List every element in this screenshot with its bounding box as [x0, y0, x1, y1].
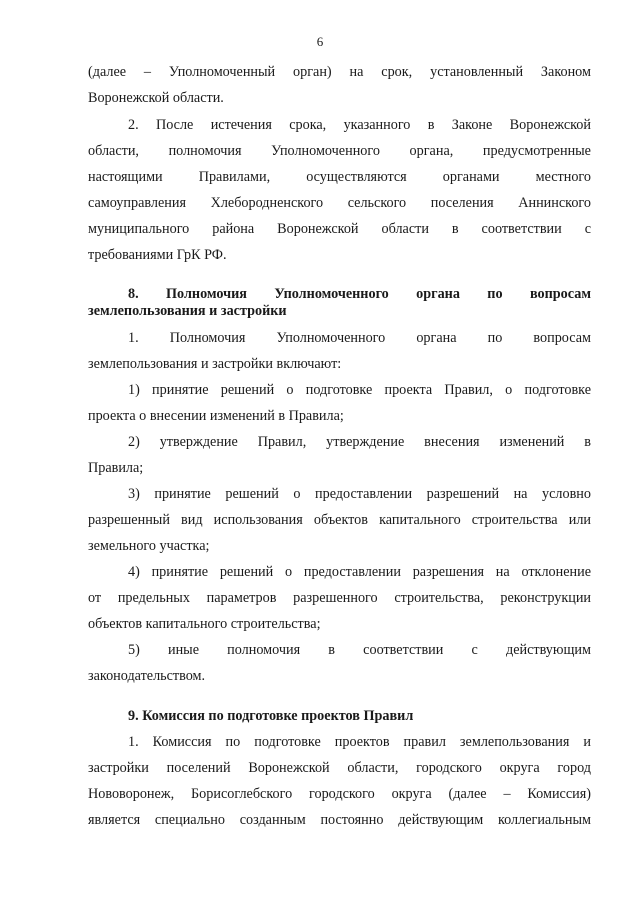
text-line: требованиями ГрК РФ.: [88, 247, 227, 263]
section-heading-9: 9. Комиссия по подготовке проектов Правил: [128, 708, 414, 724]
text-line: проекта о внесении изменений в Правила;: [88, 408, 344, 424]
text-line: от предельных параметров разрешенного строительства, реконструкции: [88, 590, 591, 606]
section-heading-8: 8. Полномочия Уполномоченного органа по вопросам: [128, 286, 591, 302]
text-line: муниципального района Воронежской области в соответствии с: [88, 221, 591, 237]
text-line: 2) утверждение Правил, утверждение внесения изменений в: [128, 434, 591, 450]
text-line: 4) принятие решений о предоставлении разрешения на отклонение: [128, 564, 591, 580]
text-line: 2. После истечения срока, указанного в Законе Воронежской: [128, 117, 591, 133]
text-line: области, полномочия Уполномоченного органа, предусмотренные: [88, 143, 591, 159]
text-line: самоуправления Хлебородненского сельского поселения Аннинского: [88, 195, 591, 211]
text-line: настоящими Правилами, осуществляются органами местного: [88, 169, 591, 185]
text-line: Нововоронеж, Борисоглебского городского округа (далее – Комиссия): [88, 786, 591, 802]
section-heading-8-cont: землепользования и застройки: [88, 303, 287, 319]
text-line: (далее – Уполномоченный орган) на срок, установленный Законом: [88, 64, 591, 80]
text-line: 3) принятие решений о предоставлении разрешений на условно: [128, 486, 591, 502]
text-line: землепользования и застройки включают:: [88, 356, 342, 372]
text-line: объектов капитального строительства;: [88, 616, 321, 632]
text-line: 5) иные полномочия в соответствии с действующим: [128, 642, 591, 658]
page-number: 6: [316, 34, 324, 49]
text-line: земельного участка;: [88, 538, 210, 554]
text-line: 1) принятие решений о подготовке проекта Правил, о подготовке: [128, 382, 591, 398]
text-line: застройки поселений Воронежской области, городского округа город: [88, 760, 591, 776]
text-line: Воронежской области.: [88, 90, 224, 106]
text-line: является специально созданным постоянно действующим коллегиальным: [88, 812, 591, 828]
text-line: Правила;: [88, 460, 144, 476]
text-line: 1. Полномочия Уполномоченного органа по вопросам: [128, 330, 591, 346]
text-line: законодательством.: [88, 668, 206, 684]
text-line: разрешенный вид использования объектов капитального строительства или: [88, 512, 591, 528]
text-line: 1. Комиссия по подготовке проектов правил землепользования и: [128, 734, 591, 750]
